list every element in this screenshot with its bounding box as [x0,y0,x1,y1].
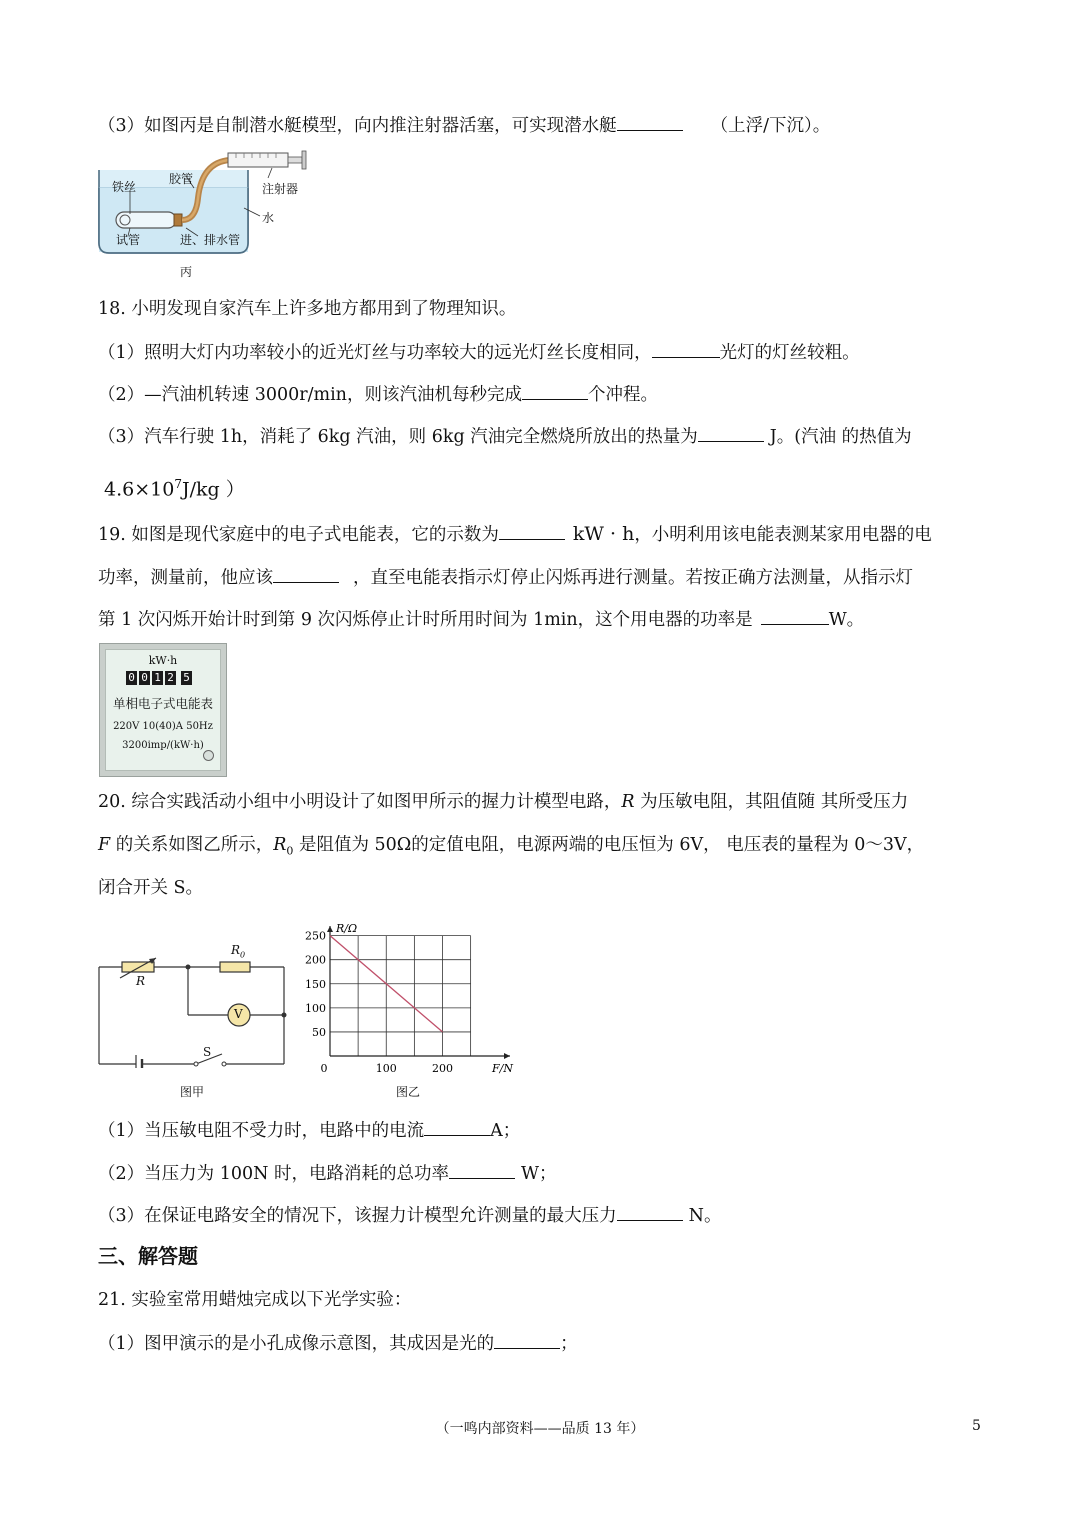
answer-blank[interactable] [424,1117,490,1136]
energy-meter-face [105,649,221,771]
meter-digit: 2 [165,671,176,685]
chart-x-axis-label: F/N [492,1062,513,1075]
meter-decimal-digit: 5 [181,671,192,685]
meter-spec1: 220V 10(40)A 50Hz [113,721,213,732]
figure-caption-bing: 丙 [180,265,193,279]
q18-part1: （1）照明大灯内功率较小的近光灯丝与功率较大的远光灯丝长度相同， 光灯的灯丝较粗。 [98,339,860,365]
answer-blank[interactable] [698,423,764,442]
meter-digits [126,671,192,685]
q18-part3: （3）汽车行驶 1h，消耗了 6kg 汽油，则 6kg 汽油完全燃烧所放出的热量为 J。(汽油 的热值为 [98,423,912,449]
q21-title: 21. 实验室常用蜡烛完成以下光学实验： [98,1290,412,1310]
meter-digit: 0 [126,671,137,685]
answer-blank[interactable] [494,1330,560,1349]
q19-line1: 19. 如图是现代家庭中的电子式电能表，它的示数为 kW · h，小明利用该电能表测某家用电器的电 [98,523,932,545]
resistance-force-chart [296,912,528,1080]
x-tick-label: 100 [375,1062,397,1075]
answer-blank[interactable] [449,1160,515,1179]
label-shui: 水 [262,211,275,225]
label-zhusheqi: 注射器 [262,182,299,196]
switch-label: S [203,1045,212,1059]
q18-part2: （2）—汽油机转速 3000r/min，则该汽油机每秒完成 个冲程。 [98,381,658,407]
answer-blank[interactable] [617,112,683,131]
y-tick-label: 100 [305,1001,326,1015]
circuit-label-r: R [136,974,146,988]
y-tick-label: 50 [312,1025,326,1039]
submarine-figure [94,148,326,280]
y-tick-label: 200 [305,953,326,967]
q20-part1: （1）当压敏电阻不受力时，电路中的电流 A； [98,1117,520,1143]
chart-y-axis-label: R/Ω [336,922,358,935]
meter-spec2: 3200imp/(kW·h) [122,740,204,751]
circuit-diagram [94,938,294,1068]
x-axis-arrow [504,1053,510,1059]
answer-blank[interactable] [652,339,720,358]
q21-part1: （1）图甲演示的是小孔成像示意图，其成因是光的 ； [98,1330,578,1356]
label-shiguan: 试管 [116,233,141,247]
q20-line2: F 的关系如图乙所示，$R_0$ 是阻值为 50Ω的定值电阻，电源两端的电压恒为 6V， 电压表的量程为 0～3V， [98,835,925,858]
meter-digit: 1 [152,671,163,685]
page-number: 5 [972,1418,981,1434]
answer-blank[interactable] [761,606,829,625]
energy-meter [99,643,227,777]
meter-unit: kW·h [148,654,178,667]
label-jinpai: 进、排水管 [180,233,241,247]
y-axis-arrow [327,926,333,932]
meter-digit: 0 [139,671,150,685]
indicator-light-icon [203,750,214,761]
chart-ticks [305,930,453,1075]
q19-line3: 第 1 次闪烁开始计时到第 9 次闪烁停止计时所用时间为 1min，这个用电器的功率是 W。 [98,606,864,632]
y-tick-label: 150 [305,977,326,991]
section-heading: 三、解答题 [98,1244,198,1268]
q20-part3: （3）在保证电路安全的情况下，该握力计模型允许测量的最大压力 N。 [98,1202,721,1228]
figure-caption-yi: 图乙 [396,1085,421,1099]
circuit-label-r0: $R_0$ [231,943,246,960]
chart-axes [327,926,510,1059]
q17-part3: （3）如图丙是自制潜水艇模型，向内推注射器活塞，可实现潜水艇 （上浮/下沉）。 [98,112,830,138]
q18-title: 18. 小明发现自家汽车上许多地方都用到了物理知识。 [98,299,517,319]
answer-blank[interactable] [522,381,588,400]
chart-origin-label: 0 [320,1062,328,1075]
q20-line1: 20. 综合实践活动小组中小明设计了如图甲所示的握力计模型电路，R 为压敏电阻，其阻值随 其所受压力 [98,792,909,812]
y-tick-label: 250 [305,929,326,943]
heat-value: $4.6\times 10^7J/kg$ ） [104,477,245,501]
answer-blank[interactable] [617,1202,683,1221]
voltmeter-label: V [234,1007,243,1021]
meter-name: 单相电子式电能表 [112,696,213,711]
q20-line3: 闭合开关 S。 [98,878,204,898]
answer-blank[interactable] [273,564,339,583]
label-jiaoguan: 胶管 [169,172,194,186]
figure-caption-jia: 图甲 [180,1085,205,1099]
q19-line2: 功率，测量前，他应该 ，直至电能表指示灯停止闪烁再进行测量。若按正确方法测量，从指示灯 [98,564,913,590]
footer-text: （一鸣内部资料——品质 13 年） [435,1421,645,1437]
x-tick-label: 200 [432,1062,453,1075]
label-tiesi: 铁丝 [112,180,137,194]
answer-blank[interactable] [499,521,565,540]
q20-part2: （2）当压力为 100N 时，电路消耗的总功率 W； [98,1160,556,1186]
